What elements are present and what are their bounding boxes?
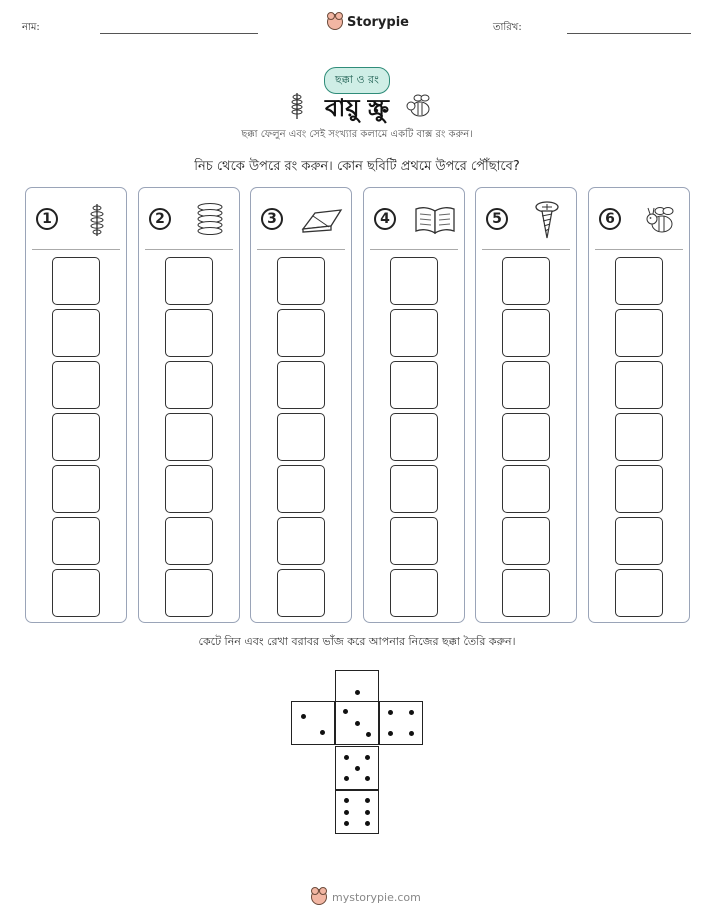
dice-pip xyxy=(320,730,325,735)
bear-logo-icon xyxy=(327,14,343,30)
color-box[interactable] xyxy=(615,517,663,565)
cut-instruction: কেটে নিন এবং রেখা বরাবর ভাঁজ করে আপনার নিজের ছক্কা তৈরি করুন। xyxy=(198,635,516,648)
bee-icon xyxy=(637,201,683,239)
dice-pip xyxy=(344,798,349,803)
column-divider xyxy=(482,249,570,250)
footer-url: mystorypie.com xyxy=(332,890,421,904)
color-box[interactable] xyxy=(615,465,663,513)
column-divider xyxy=(257,249,345,250)
color-box[interactable] xyxy=(615,361,663,409)
subtitle: ছক্কা ফেলুন এবং সেই সংখ্যার কলামে একটি বাক্স রং করুন। xyxy=(241,129,473,140)
column-divider xyxy=(595,249,683,250)
column-number: 5 xyxy=(486,208,508,230)
spring-screw-icon xyxy=(74,201,120,239)
dice-pip xyxy=(365,776,370,781)
color-box[interactable] xyxy=(52,465,100,513)
dice-face-4 xyxy=(379,701,423,745)
color-box[interactable] xyxy=(52,569,100,617)
color-box[interactable] xyxy=(390,413,438,461)
column-number: 4 xyxy=(374,208,396,230)
dice-pip xyxy=(365,821,370,826)
page-title: বায়ু স্ক্রু xyxy=(325,94,390,122)
dice-pip xyxy=(388,710,393,715)
color-box[interactable] xyxy=(502,413,550,461)
brand-name: Storypie xyxy=(347,14,409,30)
coil-spring-icon xyxy=(187,201,233,239)
color-box[interactable] xyxy=(165,569,213,617)
color-box[interactable] xyxy=(52,309,100,357)
race-column-1 xyxy=(25,187,127,623)
dice-pip xyxy=(409,731,414,736)
dice-face-5 xyxy=(335,746,379,790)
screw-icon xyxy=(524,201,570,239)
eraser-icon xyxy=(299,201,345,239)
dice-pip xyxy=(355,766,360,771)
race-column-2 xyxy=(138,187,240,623)
column-divider xyxy=(370,249,458,250)
color-box[interactable] xyxy=(502,361,550,409)
dice-pip xyxy=(344,821,349,826)
date-label: তারিখ: xyxy=(493,22,522,33)
color-box[interactable] xyxy=(165,517,213,565)
color-box[interactable] xyxy=(390,361,438,409)
color-box[interactable] xyxy=(615,569,663,617)
dice-pip xyxy=(344,755,349,760)
race-column-3 xyxy=(250,187,352,623)
color-box[interactable] xyxy=(277,309,325,357)
column-number: 3 xyxy=(261,208,283,230)
bee-icon xyxy=(404,92,434,120)
color-box[interactable] xyxy=(52,517,100,565)
color-box[interactable] xyxy=(165,309,213,357)
race-column-4 xyxy=(363,187,465,623)
bear-footer-icon xyxy=(311,889,327,905)
instruction: নিচ থেকে উপরে রং করুন। কোন ছবিটি প্রথমে উপরে পৌঁছাবে? xyxy=(194,159,520,174)
category-badge: ছক্কা ও রং xyxy=(324,67,390,94)
dice-pip xyxy=(365,755,370,760)
dice-face-6 xyxy=(335,790,379,834)
color-box[interactable] xyxy=(390,465,438,513)
color-box[interactable] xyxy=(615,413,663,461)
dice-pip xyxy=(344,810,349,815)
color-box[interactable] xyxy=(390,517,438,565)
race-column-5 xyxy=(475,187,577,623)
color-box[interactable] xyxy=(502,309,550,357)
brand-logo xyxy=(327,14,409,30)
footer xyxy=(311,889,421,905)
race-column-6 xyxy=(588,187,690,623)
column-number: 1 xyxy=(36,208,58,230)
dice-pip xyxy=(365,798,370,803)
color-box[interactable] xyxy=(390,257,438,305)
dice-pip xyxy=(343,709,348,714)
column-divider xyxy=(145,249,233,250)
color-box[interactable] xyxy=(165,413,213,461)
dice-face-2 xyxy=(291,701,335,745)
dice-pip xyxy=(355,690,360,695)
color-box[interactable] xyxy=(502,569,550,617)
color-box[interactable] xyxy=(615,309,663,357)
dice-face-3 xyxy=(335,701,379,745)
color-box[interactable] xyxy=(165,465,213,513)
date-line[interactable] xyxy=(567,33,691,34)
color-box[interactable] xyxy=(390,309,438,357)
dice-pip xyxy=(344,776,349,781)
dice-pip xyxy=(301,714,306,719)
color-box[interactable] xyxy=(277,361,325,409)
column-number: 6 xyxy=(599,208,621,230)
color-box[interactable] xyxy=(277,465,325,513)
open-book-icon xyxy=(412,201,458,239)
color-box[interactable] xyxy=(52,361,100,409)
dice-pip xyxy=(366,732,371,737)
dice-pip xyxy=(388,731,393,736)
color-box[interactable] xyxy=(52,257,100,305)
column-number: 2 xyxy=(149,208,171,230)
color-box[interactable] xyxy=(52,413,100,461)
dice-pip xyxy=(365,810,370,815)
color-box[interactable] xyxy=(277,569,325,617)
color-box[interactable] xyxy=(277,413,325,461)
color-box[interactable] xyxy=(502,257,550,305)
name-label: নাম: xyxy=(22,22,40,33)
color-box[interactable] xyxy=(277,257,325,305)
color-box[interactable] xyxy=(502,517,550,565)
color-box[interactable] xyxy=(502,465,550,513)
color-box[interactable] xyxy=(277,517,325,565)
dice-pip xyxy=(409,710,414,715)
color-box[interactable] xyxy=(615,257,663,305)
name-line[interactable] xyxy=(100,33,258,34)
column-divider xyxy=(32,249,120,250)
color-box[interactable] xyxy=(165,257,213,305)
spring-screw-icon xyxy=(288,92,306,120)
color-box[interactable] xyxy=(165,361,213,409)
color-box[interactable] xyxy=(390,569,438,617)
dice-pip xyxy=(355,721,360,726)
